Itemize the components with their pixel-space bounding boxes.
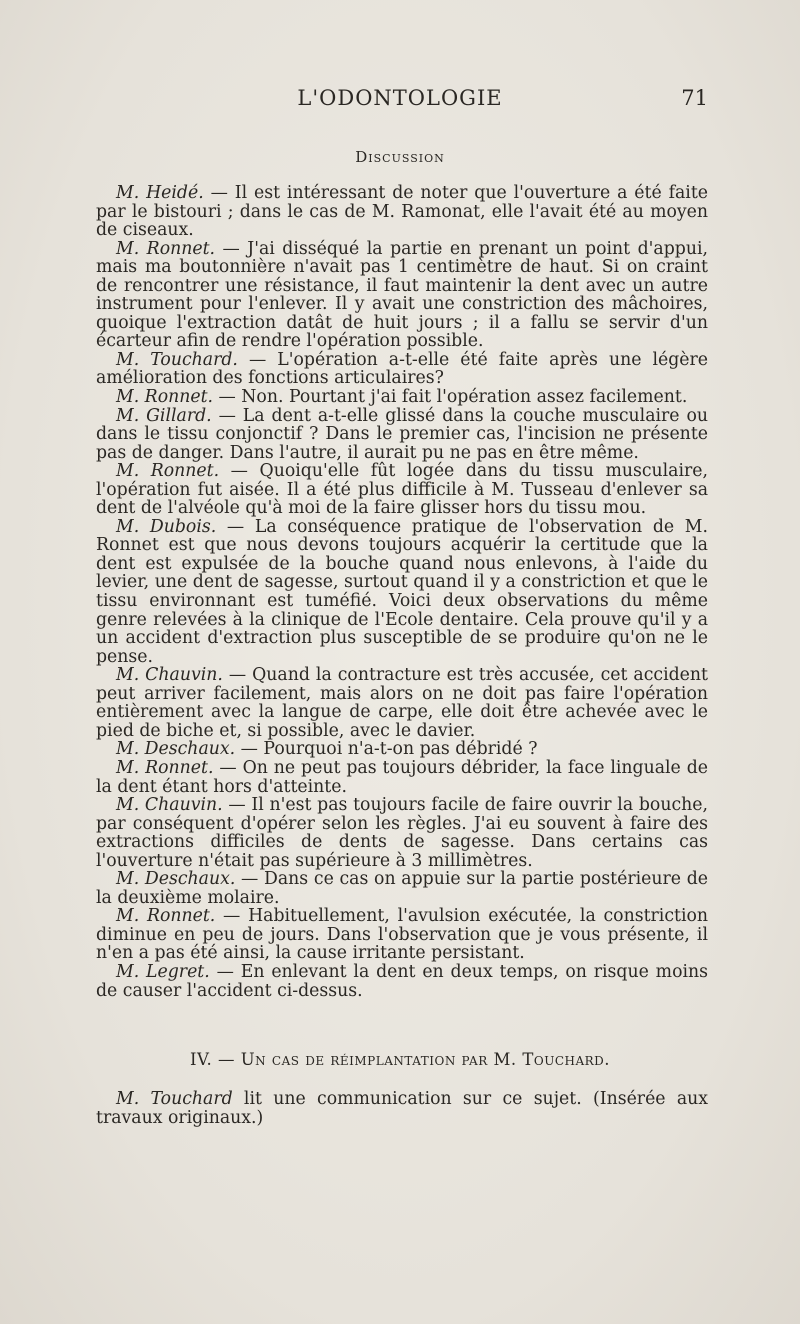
page-number: 71	[681, 86, 708, 110]
closing-paragraph	[96, 1090, 708, 1127]
paragraph	[96, 796, 708, 870]
paragraph	[96, 759, 708, 796]
paragraph	[96, 870, 708, 907]
speaker-name: M. Ronnet.	[116, 238, 216, 259]
paragraph	[96, 388, 708, 407]
paragraph	[96, 963, 708, 1000]
section-heading: IV. — Un cas de réimplantation par M. Touchard.	[189, 1050, 611, 1069]
speaker-name: M. Touchard.	[116, 349, 238, 370]
paragraph	[96, 407, 708, 463]
paragraph-text: — L'opération a-t-elle été faite après une légère amélioration des fonctions articulaires?	[96, 349, 709, 389]
paragraph-text: — Il est intéressant de noter que l'ouverture a été faite par le bistouri ; dans le cas de M. Ramonat, elle l'avait été au moyen de ciseaux.	[96, 183, 708, 241]
speaker-name: M. Touchard	[116, 1089, 233, 1109]
paragraph-text: — On ne peut pas toujours débrider, la face linguale de la dent étant hors d'atteinte.	[96, 757, 708, 797]
paragraph	[96, 351, 708, 388]
paragraph	[96, 1090, 708, 1127]
speaker-name: M. Ronnet.	[116, 906, 216, 927]
paragraph-text: — Pourquoi n'a-t-on pas débridé ?	[235, 739, 538, 760]
speaker-name: M. Chauvin.	[116, 795, 223, 816]
paragraph-text: — Dans ce cas on appuie sur la partie postérieure de la deuxième molaire.	[96, 869, 708, 908]
paragraph	[96, 518, 708, 666]
paragraph-text: lit une communication sur ce sujet. (Insérée aux travaux originaux.)	[96, 1089, 708, 1128]
paragraph	[96, 240, 708, 351]
paragraph-text: — Quand la contracture est très accusée, cet accident peut arriver facilement, mais alors on ne doit pas faire l'opération entièrement avec la langue de carpe, elle doit être achevée avec le pied de biche et, si possible, avec le davier.	[96, 665, 708, 741]
paragraph-text: — Habituellement, l'avulsion exécutée, la constriction diminue en peu de jours. Dans l'observation que je vous présente, il n'en a pas été ainsi, la cause irritante persistant.	[96, 906, 709, 964]
section-title: Discussion	[355, 148, 445, 166]
running-head	[0, 86, 800, 114]
speaker-name: M. Gillard.	[116, 405, 212, 426]
paragraph	[96, 462, 708, 518]
paragraph-text: — En enlevant la dent en deux temps, on risque moins de causer l'accident ci-dessus.	[96, 961, 708, 1001]
speaker-name: M. Dubois.	[116, 516, 217, 537]
running-title: L'ODONTOLOGIE	[297, 86, 503, 110]
paragraph	[96, 666, 708, 740]
speaker-name: M. Ronnet.	[116, 387, 214, 408]
speaker-name: M. Ronnet.	[116, 461, 220, 482]
speaker-name: M. Chauvin.	[116, 665, 223, 686]
paragraph-text: — La dent a-t-elle glissé dans la couche musculaire ou dans le tissu conjonctif ? Dans le premier cas, l'incision ne présente pas de danger. Dans l'autre, il aurait pu ne pas en être même.	[96, 405, 708, 463]
paragraph	[96, 184, 708, 240]
speaker-name: M. Legret.	[116, 961, 210, 982]
paragraph-text: — J'ai disséqué la partie en prenant un point d'appui, mais ma boutonnière n'avait pas 1 centimètre de haut. Si on craint de rencontrer une résistance, il faut maintenir la dent avec un autre instrument pour l'enlever. Il y avait une constriction des mâchoires, quoique l'extraction datât de huit jours ; il a fallu se servir d'un écarteur afin de rendre l'opération possible.	[96, 238, 708, 352]
discussion-body	[96, 184, 708, 1000]
paragraph-text: — Quoiqu'elle fût logée dans du tissu musculaire, l'opération fut aisée. Il a été plus difficile à M. Tusseau d'enlever sa dent de l'alvéole qu'à moi de la faire glisser hors du tissu mou.	[96, 461, 708, 519]
speaker-name: M. Deschaux.	[116, 739, 236, 760]
speaker-name: M. Ronnet.	[116, 757, 214, 778]
speaker-name: M. Deschaux.	[116, 869, 236, 890]
speaker-name: M. Heidé.	[116, 183, 204, 203]
paragraph	[96, 907, 708, 963]
paragraph-text: — Non. Pourtant j'ai fait l'opération assez facilement.	[213, 387, 688, 408]
paragraph-text: — Il n'est pas toujours facile de faire ouvrir la bouche, par conséquent d'opérer selon les règles. J'ai eu souvent à faire des extractions difficiles de dents de sagesse. Dans certains cas l'ouverture n'était pas supérieure à 3 millimètres.	[96, 795, 708, 871]
paragraph-text: — La conséquence pratique de l'observation de M. Ronnet est que nous devons toujours acquérir la certitude que la dent est expulsée de la bouche quand nous enlevons, à l'aide du levier, une dent de sagesse, surtout quand il y a constriction et que le tissu environnant est tuméfié. Voici deux observations du même genre relevées à la clinique de l'Ecole dentaire. Cela prouve qu'il y a un accident d'extraction plus susceptible de se produire qu'on ne le pense.	[96, 516, 708, 667]
paragraph	[96, 740, 708, 759]
